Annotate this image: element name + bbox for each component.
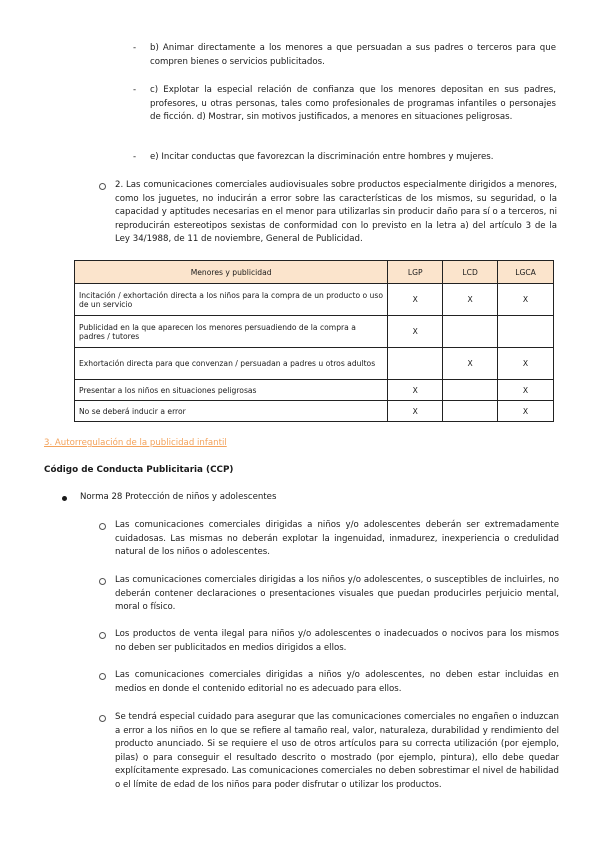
circle-bullet-icon [99,578,106,585]
norma-item: Las comunicaciones comerciales dirigidas a niños y/o adolescentes deberán ser extremadamente cuidadosas. Las mismas no deberán explotar la ingenuidad, inmadurez, inexperiencia o credulidad natural de los niños o adolescentes. [115,520,559,558]
table-header-row [75,261,554,284]
table-cell-label: No se deberá inducir a error [75,401,388,422]
table-cell-lgp: X [388,316,443,348]
table-cell-lgca: X [498,380,554,401]
table-row [75,348,554,380]
table-row [75,401,554,422]
table-cell-lgp: X [388,401,443,422]
table-cell-lgp: X [388,380,443,401]
circle-bullet-icon [99,632,106,639]
dash-list-item [133,42,556,69]
code-heading: Código de Conducta Publicitaria (CCP) [44,465,234,475]
table-cell-label: Incitación / exhortación directa a los niños para la compra de un producto o uso de un servicio [75,284,388,316]
norma-item: Los productos de venta ilegal para niños y/o adolescentes o inadecuados o nocivos para los mismos no deben ser publicitados en medios dirigidos a ellos. [115,629,559,653]
dash-item-text: b) Animar directamente a los menores a que persuadan a sus padres o terceros para que compren bienes o servicios publicitados. [150,43,556,67]
table-cell-lgca: X [498,348,554,380]
table-row [75,380,554,401]
table-cell-label: Presentar a los niños en situaciones peligrosas [75,380,388,401]
dash-list-item [133,84,556,125]
norma-28-title: Norma 28 Protección de niños y adolescentes [80,492,277,502]
table-cell-lgca: X [498,401,554,422]
table-row [75,316,554,348]
dash-item-text: e) Incitar conductas que favorezcan la discriminación entre hombres y mujeres. [150,152,494,162]
table-row [75,284,554,316]
section-3-link[interactable]: 3. Autorregulación de la publicidad infantil [44,438,227,448]
table-cell-lcd [443,401,498,422]
norma-item: Las comunicaciones comerciales dirigidas a niños y/o adolescentes, no deben estar incluidas en medios en donde el contenido editorial no es adecuado para ellos. [115,670,559,694]
table-header-cell: LGCA [498,261,554,284]
dash-marker: - [133,85,137,95]
circle-bullet-icon [99,673,106,680]
point-2-paragraph: 2. Las comunicaciones comerciales audiovisuales sobre productos especialmente dirigidos a menores, como los juguetes, no inducirán a error sobre las características de los mismos, su seguridad, o la capacidad y aptitudes necesarias en el menor para utilizarlas sin producir daño para sí o a terceros, ni reproducirán estereotipos sexistas de conformidad con lo previsto en la letra a) del artículo 3 de la Ley 34/1988, de 11 de noviembre, General de Publicidad. [115,180,557,245]
circle-bullet-icon [99,523,106,530]
table-cell-lgca [498,316,554,348]
disc-bullet-icon [62,496,67,501]
table-cell-lcd: X [443,284,498,316]
circle-bullet-icon [99,715,106,722]
table-cell-label: Exhortación directa para que convenzan / persuadan a padres u otros adultos [75,348,388,380]
table-cell-label: Publicidad en la que aparecen los menores persuadiendo de la compra a padres / tutores [75,316,388,348]
table-cell-lcd [443,316,498,348]
norma-item: Las comunicaciones comerciales dirigidas a los niños y/o adolescentes, o susceptibles de incluirles, no deberán contener declaraciones o presentaciones visuales que puedan producirles perjuicio mental, moral o físico. [115,575,559,613]
dash-marker: - [133,152,137,162]
table-cell-lcd [443,380,498,401]
table-cell-lgp: X [388,284,443,316]
table-cell-lgca: X [498,284,554,316]
dash-list-item [133,151,556,165]
dash-marker: - [133,43,137,53]
dash-item-text: c) Explotar la especial relación de confianza que los menores depositan en sus padres, profesores, u otras personas, tales como profesionales de programas infantiles o personajes de ficción. d) Mostrar, sin motivos justificados, a menores en situaciones peligrosas. [150,85,556,123]
table-header-cell: Menores y publicidad [75,261,388,284]
table-header-cell: LGP [388,261,443,284]
table-cell-lcd: X [443,348,498,380]
menores-publicidad-table [74,260,554,422]
norma-item: Se tendrá especial cuidado para asegurar que las comunicaciones comerciales no engañen o induzcan a error a los niños en lo que se refiere al tamaño real, valor, naturaleza, durabilidad y rendimiento del producto anunciado. Si se requiere el uso de otros artículos para su correcta utilización (por ejemplo, pilas) o para conseguir el resultado descrito o mostrado (por ejemplo, pintura), ello debe quedar explícitamente expresado. Las comunicaciones comerciales no deben sobrestimar el nivel de habilidad o el límite de edad de los niños para poder disfrutar o utilizar los productos. [115,712,559,790]
table-header-cell: LCD [443,261,498,284]
circle-bullet-icon [99,183,106,190]
table-cell-lgp [388,348,443,380]
